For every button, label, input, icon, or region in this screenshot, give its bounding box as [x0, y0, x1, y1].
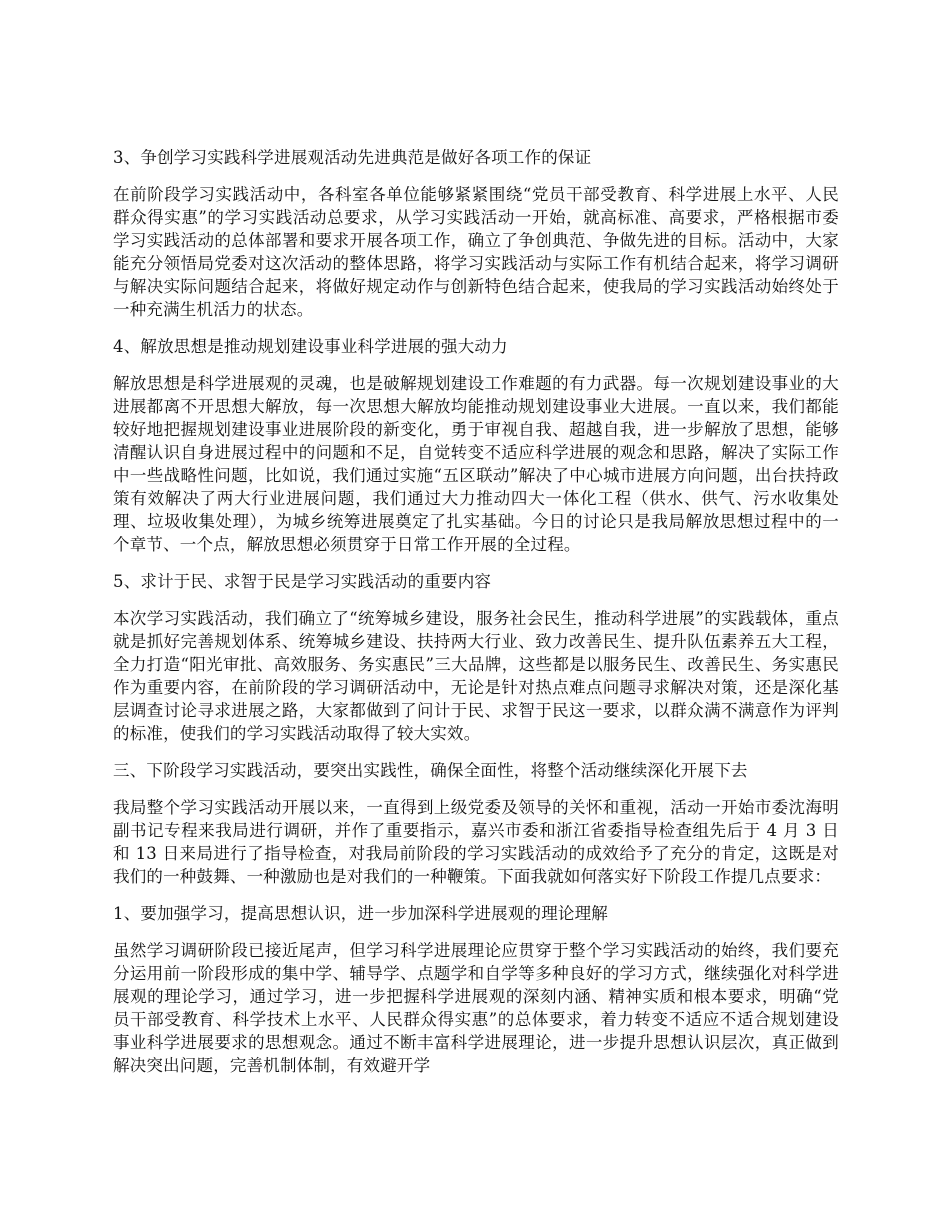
section-heading-1: 1、要加强学习，提高思想认识，进一步加深科学进展观的理论理解	[113, 904, 608, 923]
section-heading-3: 3、争创学习实践科学进展观活动先进典范是做好各项工作的保证	[113, 148, 592, 167]
document-body	[113, 146, 839, 1091]
section-heading-5: 5、求计于民、求智于民是学习实践活动的重要内容	[113, 572, 492, 591]
section-heading-part-three: 三、下阶段学习实践活动，要突出实践性，确保全面性，将整个活动继续深化开展下去	[113, 761, 748, 780]
paragraph-emancipate-mind: 解放思想是科学进展观的灵魂，也是破解规划建设工作难题的有力武器。每一次规划建设事业的大进展都离不开思想大解放，每一次思想大解放均能推动规划建设事业大进展。一直以来，我们都能较好地把握规划建设事业进展阶段的新变化，勇于审视自我、超越自我，进一步解放了思想，能够清醒认识自身进展过程中的问题和不足，自觉转变不适应科学进展的观念和思路，解决了实际工作中一些战略性问题，比如说，我们通过实施“五区联动”解决了中心城市进展方向问题，出台扶持政策有效解决了两大行业进展问题，我们通过大力推动四大一体化工程（供水、供气、污水收集处理、垃圾收集处理），为城乡统筹进展奠定了扎实基础。今日的讨论只是我局解放思想过程中的一个章节、一个点，解放思想必须贯穿于日常工作开展的全过程。	[113, 374, 839, 554]
paragraph-strengthen-study: 虽然学习调研阶段已接近尾声，但学习科学进展理论应贯穿于整个学习实践活动的始终，我们要充分运用前一阶段形成的集中学、辅导学、点题学和自学等多种良好的学习方式，继续强化对科学进展观的理论学习，通过学习，进一步把握科学进展观的深刻内涵、精神实质和根本要求，明确“党员干部受教育、科学技术上水平、人民群众得实惠”的总体要求，着力转变不适应不适合规划建设事业科学进展要求的思想观念。通过不断丰富科学进展理论，进一步提升思想认识层次，真正做到解决突出问题，完善机制体制，有效避开学	[113, 941, 839, 1075]
paragraph-advanced-model: 在前阶段学习实践活动中，各科室各单位能够紧紧围绕“党员干部受教育、科学进展上水平、人民群众得实惠”的学习实践活动总要求，从学习实践活动一开始，就高标准、高要求，严格根据市委学习实践活动的总体部署和要求开展各项工作，确立了争创典范、争做先进的目标。活动中，大家能充分领悟局党委对这次活动的整体思路，将学习实践活动与实际工作有机结合起来，将学习调研与解决实际问题结合起来，将做好规定动作与创新特色结合起来，使我局的学习实践活动始终处于一种充满生机活力的状态。	[113, 185, 839, 319]
section-heading-4: 4、解放思想是推动规划建设事业科学进展的强大动力	[113, 337, 508, 356]
paragraph-seek-from-people: 本次学习实践活动，我们确立了“统筹城乡建设，服务社会民生，推动科学进展”的实践载体，重点就是抓好完善规划体系、统筹城乡建设、扶持两大行业、致力改善民生、提升队伍素养五大工程，全力打造“阳光审批、高效服务、务实惠民”三大品牌，这些都是以服务民生、改善民生、务实惠民作为重要内容，在前阶段的学习调研活动中，无论是针对热点难点问题寻求解决对策，还是深化基层调查讨论寻求进展之路，大家都做到了问计于民、求智于民这一要求，以群众满不满意作为评判的标准，使我们的学习实践活动取得了较大实效。	[113, 609, 839, 743]
paragraph-next-stage: 我局整个学习实践活动开展以来，一直得到上级党委及领导的关怀和重视，活动一开始市委沈海明副书记专程来我局进行调研，并作了重要指示，嘉兴市委和浙江省委指导检查组先后于 4 月 3 日和 13 日来局进行了指导检查，对我局前阶段的学习实践活动的成效给予了充分的肯定，这既是对我们的一种鼓舞、一种激励也是对我们的一种鞭策。下面我就如何落实好下阶段工作提几点要求：	[113, 798, 839, 886]
